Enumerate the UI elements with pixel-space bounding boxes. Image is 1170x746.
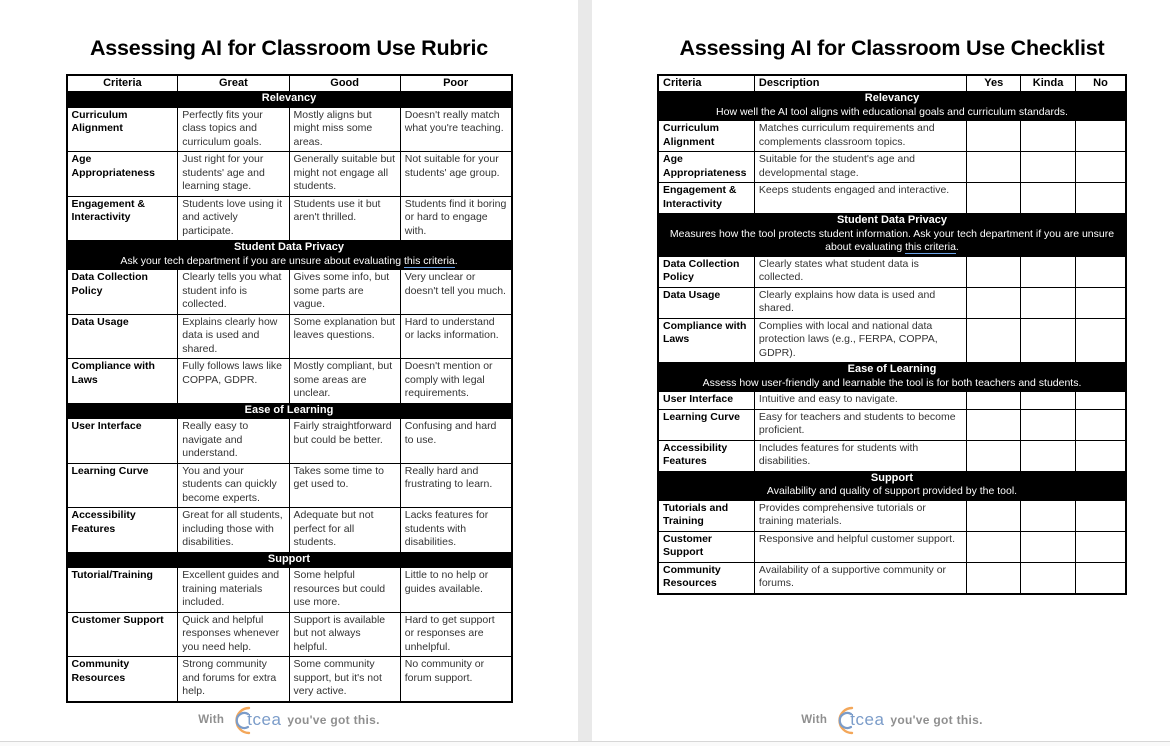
criteria-cell: Data Usage [658,287,754,318]
column-header-description: Description [754,75,966,92]
criteria-cell: Engagement & Interactivity [67,196,178,241]
check-cell[interactable] [967,531,1021,562]
criteria-cell: Age Appropriateness [658,152,754,183]
value-cell: Availability of a supportive community or forums. [754,562,966,594]
section-subtitle: Assess how user-friendly and learnable the tool is for both teachers and students. [702,376,1082,389]
criteria-cell: Accessibility Features [658,440,754,471]
table-row [658,318,1126,363]
viewer-bottom-edge [0,741,1170,746]
column-header-yes: Yes [967,75,1021,92]
check-cell[interactable] [967,183,1021,214]
section-header-student-data-privacy [658,214,1126,257]
value-cell: Not suitable for your students' age group. [400,152,511,197]
criteria-help-link[interactable]: this criteria [403,254,455,267]
check-cell[interactable] [1075,121,1126,152]
check-cell[interactable] [967,152,1021,183]
value-cell: Mostly aligns but might miss some areas. [289,107,400,152]
table-row [67,270,512,315]
section-title: Support [870,471,914,484]
table-row [67,314,512,359]
section-row [67,552,512,568]
section-header-support [658,471,1126,500]
criteria-cell: Tutorials and Training [658,500,754,531]
value-cell: Explains clearly how data is used and shared. [178,314,289,359]
check-cell[interactable] [1075,183,1126,214]
criteria-cell: Customer Support [67,612,178,657]
value-cell: Generally suitable but might not engage all students. [289,152,400,197]
column-header-criteria: Criteria [658,75,754,92]
value-cell: Clearly states what student data is collected. [754,256,966,287]
criteria-cell: Learning Curve [658,409,754,440]
table-row [658,500,1126,531]
criteria-cell: Customer Support [658,531,754,562]
check-cell[interactable] [1075,562,1126,594]
value-cell: Clearly tells you what student info is collected. [178,270,289,315]
page-gap-divider [578,0,592,746]
criteria-cell: Compliance with Laws [67,359,178,404]
value-cell: Some explanation but leaves questions. [289,314,400,359]
value-cell: Suitable for the student's age and developmental stage. [754,152,966,183]
value-cell: You and your students can quickly become experts. [178,463,289,508]
tcea-logo [228,704,281,736]
value-cell: No community or forum support. [400,657,511,702]
check-cell[interactable] [1021,318,1076,363]
table-row [67,612,512,657]
check-cell[interactable] [1021,183,1076,214]
value-cell: Gives some info, but some parts are vague. [289,270,400,315]
check-cell[interactable] [1021,500,1076,531]
value-cell: Takes some time to get used to. [289,463,400,508]
check-cell[interactable] [1075,392,1126,410]
table-row [658,152,1126,183]
criteria-cell: Community Resources [67,657,178,702]
check-cell[interactable] [1075,152,1126,183]
table-row [67,463,512,508]
section-subtitle: Availability and quality of support provided by the tool. [766,485,1018,497]
value-cell: Just right for your students' age and learning stage. [178,152,289,197]
value-cell: Intuitive and easy to navigate. [754,392,966,410]
page-title: Assessing AI for Classroom Use Rubric [89,36,489,60]
value-cell: Doesn't really match what you're teaching. [400,107,511,152]
value-cell: Excellent guides and training materials included. [178,568,289,613]
table-row [658,121,1126,152]
value-cell: Perfectly fits your class topics and curriculum goals. [178,107,289,152]
section-title: Relevancy [864,92,920,104]
value-cell: Responsive and helpful customer support. [754,531,966,562]
check-cell[interactable] [1021,440,1076,471]
check-cell[interactable] [1021,121,1076,152]
table-row [67,196,512,241]
footer-with-text: With [801,714,828,726]
footer-with-text: With [198,714,225,726]
section-row [658,92,1126,121]
value-cell: Provides comprehensive tutorials or training materials. [754,500,966,531]
column-header-great: Great [178,75,289,92]
value-cell: Easy for teachers and students to become proficient. [754,409,966,440]
section-row [658,214,1126,257]
check-cell[interactable] [1021,152,1076,183]
section-header-relevancy [658,92,1126,121]
criteria-cell: Data Usage [67,314,178,359]
table-row [658,562,1126,594]
table-row [67,359,512,404]
value-cell: Confusing and hard to use. [400,419,511,464]
value-cell: Lacks features for students with disabilities. [400,508,511,553]
check-cell[interactable] [1021,409,1076,440]
table-row [67,568,512,613]
table-row [658,256,1126,287]
check-cell[interactable] [967,392,1021,410]
section-title: Student Data Privacy [836,214,948,226]
criteria-cell: Data Collection Policy [67,270,178,315]
table-header-row [658,75,1126,92]
check-cell[interactable] [967,287,1021,318]
section-header-support [67,552,512,568]
table-row [67,508,512,553]
check-cell[interactable] [1021,562,1076,594]
check-cell[interactable] [967,409,1021,440]
section-row [658,363,1126,392]
check-cell[interactable] [1075,287,1126,318]
check-cell[interactable] [967,256,1021,287]
criteria-help-link[interactable]: this criteria [905,241,956,253]
table-row [67,419,512,464]
check-cell[interactable] [1075,531,1126,562]
section-row [67,403,512,419]
footer-slogan: you've got this. [890,713,983,727]
value-cell: Complies with local and national data protection laws (e.g., FERPA, COPPA, GDPR). [754,318,966,363]
footer-slogan: you've got this. [287,713,380,727]
page-checklist [592,0,1170,740]
check-cell[interactable] [1021,256,1076,287]
section-title: Ease of Learning [847,363,937,375]
page-title: Assessing AI for Classroom Use Checklist [679,36,1105,60]
tcea-logo [831,704,884,736]
column-header-kinda: Kinda [1021,75,1076,92]
value-cell: Matches curriculum requirements and complements classroom topics. [754,121,966,152]
value-cell: Very unclear or doesn't tell you much. [400,270,511,315]
table-row [67,152,512,197]
value-cell: Fairly straightforward but could be better. [289,419,400,464]
section-row [658,471,1126,500]
section-title: Ease of Learning [244,403,334,416]
table-row [658,440,1126,471]
value-cell: Hard to understand or lacks information. [400,314,511,359]
section-title: Relevancy [261,92,317,104]
section-title: Student Data Privacy [233,241,345,253]
value-cell: Really hard and frustrating to learn. [400,463,511,508]
table-row [67,107,512,152]
section-header-ease-of-learning [67,403,512,419]
check-cell[interactable] [1075,256,1126,287]
value-cell: Hard to get support or responses are unhelpful. [400,612,511,657]
value-cell: Adequate but not perfect for all students. [289,508,400,553]
criteria-cell: Community Resources [658,562,754,594]
value-cell: Mostly compliant, but some areas are unclear. [289,359,400,404]
value-cell: Students love using it and actively participate. [178,196,289,241]
check-cell[interactable] [1075,318,1126,363]
value-cell: Includes features for students with disabilities. [754,440,966,471]
table-row [658,409,1126,440]
criteria-cell: User Interface [658,392,754,410]
value-cell: Keeps students engaged and interactive. [754,183,966,214]
check-cell[interactable] [967,500,1021,531]
checklist-table [657,74,1127,595]
check-cell[interactable] [1075,440,1126,471]
check-cell[interactable] [1021,287,1076,318]
section-header-ease-of-learning [658,363,1126,392]
value-cell: Really easy to navigate and understand. [178,419,289,464]
value-cell: Doesn't mention or comply with legal requirements. [400,359,511,404]
table-row [658,392,1126,410]
value-cell: Little to no help or guides available. [400,568,511,613]
section-row [67,241,512,270]
table-row [658,183,1126,214]
criteria-cell: Age Appropriateness [67,152,178,197]
criteria-cell: Learning Curve [67,463,178,508]
check-cell[interactable] [1021,392,1076,410]
criteria-cell: Tutorial/Training [67,568,178,613]
criteria-cell: User Interface [67,419,178,464]
criteria-cell: Accessibility Features [67,508,178,553]
section-title: Support [267,552,311,565]
table-row [658,531,1126,562]
criteria-cell: Curriculum Alignment [658,121,754,152]
section-header-student-data-privacy [67,241,512,270]
section-subtitle: Measures how the tool protects student information. Ask your tech department if you are unsure about evaluating this criteria. [669,227,1115,253]
check-cell[interactable] [967,121,1021,152]
value-cell: Strong community and forums for extra help. [178,657,289,702]
criteria-cell: Compliance with Laws [658,318,754,363]
column-header-no: No [1075,75,1126,92]
column-header-good: Good [289,75,400,92]
footer-tagline [0,702,578,738]
value-cell: Students find it boring or hard to engage with. [400,196,511,241]
value-cell: Some community support, but it's not very active. [289,657,400,702]
tcea-logo-text: tcea [850,710,885,729]
section-subtitle: How well the AI tool aligns with educational goals and curriculum standards. [716,105,1068,118]
column-header-criteria: Criteria [67,75,178,92]
check-cell[interactable] [1075,500,1126,531]
criteria-cell: Curriculum Alignment [67,107,178,152]
check-cell[interactable] [967,440,1021,471]
section-row [67,92,512,108]
value-cell: Fully follows laws like COPPA, GDPR. [178,359,289,404]
value-cell: Quick and helpful responses whenever you need help. [178,612,289,657]
value-cell: Students use it but aren't thrilled. [289,196,400,241]
table-header-row [67,75,512,92]
column-header-poor: Poor [400,75,511,92]
value-cell: Great for all students, including those with disabilities. [178,508,289,553]
section-header-relevancy [67,92,512,108]
section-subtitle: Ask your tech department if you are unsure about evaluating this criteria. [120,254,458,267]
rubric-table [66,74,513,703]
table-row [658,287,1126,318]
value-cell: Clearly explains how data is used and shared. [754,287,966,318]
check-cell[interactable] [967,318,1021,363]
check-cell[interactable] [967,562,1021,594]
criteria-cell: Data Collection Policy [658,256,754,287]
value-cell: Support is available but not always helpful. [289,612,400,657]
page-rubric [0,0,578,740]
value-cell: Some helpful resources but could use more. [289,568,400,613]
criteria-cell: Engagement & Interactivity [658,183,754,214]
footer-tagline [592,702,1170,738]
table-row [67,657,512,702]
check-cell[interactable] [1075,409,1126,440]
tcea-logo-text: tcea [247,710,282,729]
check-cell[interactable] [1021,531,1076,562]
